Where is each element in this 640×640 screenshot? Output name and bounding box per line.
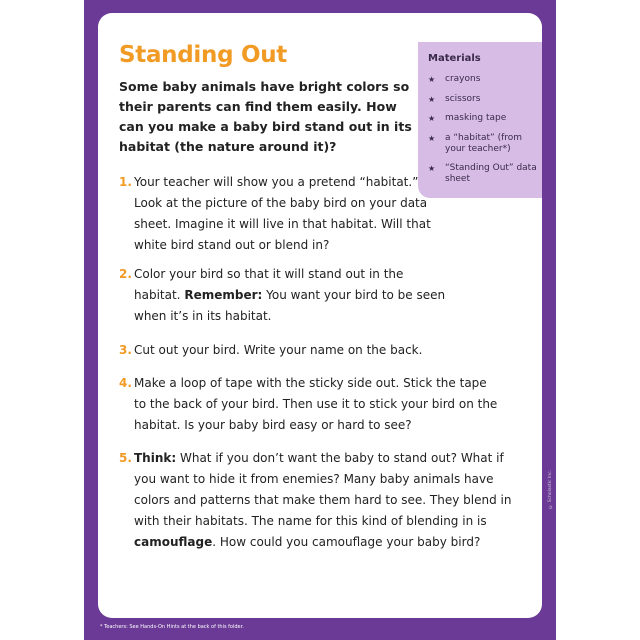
star-icon: ★ <box>428 133 436 143</box>
material-item <box>428 113 540 124</box>
material-item <box>428 94 540 105</box>
step-text: What if you don’t want the baby to stand out? What if you want to hide it from enemies? Many baby animals have colors and patterns that make them hard to see. They blend in with their habitats. The name for this kind of blending in is <box>134 451 512 528</box>
step-3 <box>119 340 459 361</box>
materials-list <box>428 74 540 194</box>
materials-title: Materials <box>428 53 481 64</box>
material-label: masking tape <box>445 113 507 123</box>
step-number: 1. <box>119 175 132 189</box>
step-number: 3. <box>119 343 132 357</box>
star-icon: ★ <box>428 164 436 173</box>
step-number: 2. <box>119 267 132 281</box>
material-item <box>428 74 540 85</box>
step-emphasis: Remember: <box>184 288 263 302</box>
step-number: 4. <box>119 376 132 390</box>
star-icon: ★ <box>428 114 436 123</box>
material-label: a “habitat” (from your teacher*) <box>445 132 523 154</box>
material-item <box>428 133 540 155</box>
step-number: 5. <box>119 451 132 465</box>
step-4 <box>119 373 499 436</box>
teacher-footnote: * Teachers: See Hands-On Hints at the back of this folder. <box>100 624 244 630</box>
star-icon: ★ <box>428 75 436 84</box>
step-text: Make a loop of tape with the sticky side out. Stick the tape to the back of your bird. Then use it to stick your bird on the habitat. Is your baby bird easy or hard to see? <box>134 376 498 432</box>
task-card-number: task card 2 <box>418 12 540 34</box>
star-icon: ★ <box>428 94 436 104</box>
material-label: crayons <box>445 74 481 84</box>
step-2 <box>119 264 449 327</box>
step-emphasis: Think: <box>134 451 177 465</box>
material-label: “Standing Out” data sheet <box>445 163 537 184</box>
intro-paragraph: Some baby animals have bright colors so their parents can find them easily. How can you make a baby bird stand out in its habitat (the nature around it)? <box>119 79 412 154</box>
step-text: Color your bird so that it will stand out in the habitat. <box>134 267 404 302</box>
page-title: Standing Out <box>119 42 287 68</box>
material-item <box>428 163 540 185</box>
step-5 <box>119 448 523 553</box>
materials-box <box>418 42 542 198</box>
step-emphasis-camouflage: camouflage <box>134 535 213 549</box>
material-label: scissors <box>445 93 481 104</box>
step-text-cont: You want your bird to be seen when it’s in its habitat. <box>134 288 446 323</box>
step-text-cont: . How could you camouflage your baby bird? <box>212 535 481 549</box>
step-text: Cut out your bird. Write your name on the back. <box>134 343 423 357</box>
copyright-note: © Scholastic Inc. <box>548 470 553 509</box>
step-text: Your teacher will show you a pretend “habitat.” Look at the picture of the baby bird on your data sheet. Imagine it will live in that habitat. Will that white bird stand out or blend in? <box>134 175 431 252</box>
step-1 <box>119 172 435 256</box>
